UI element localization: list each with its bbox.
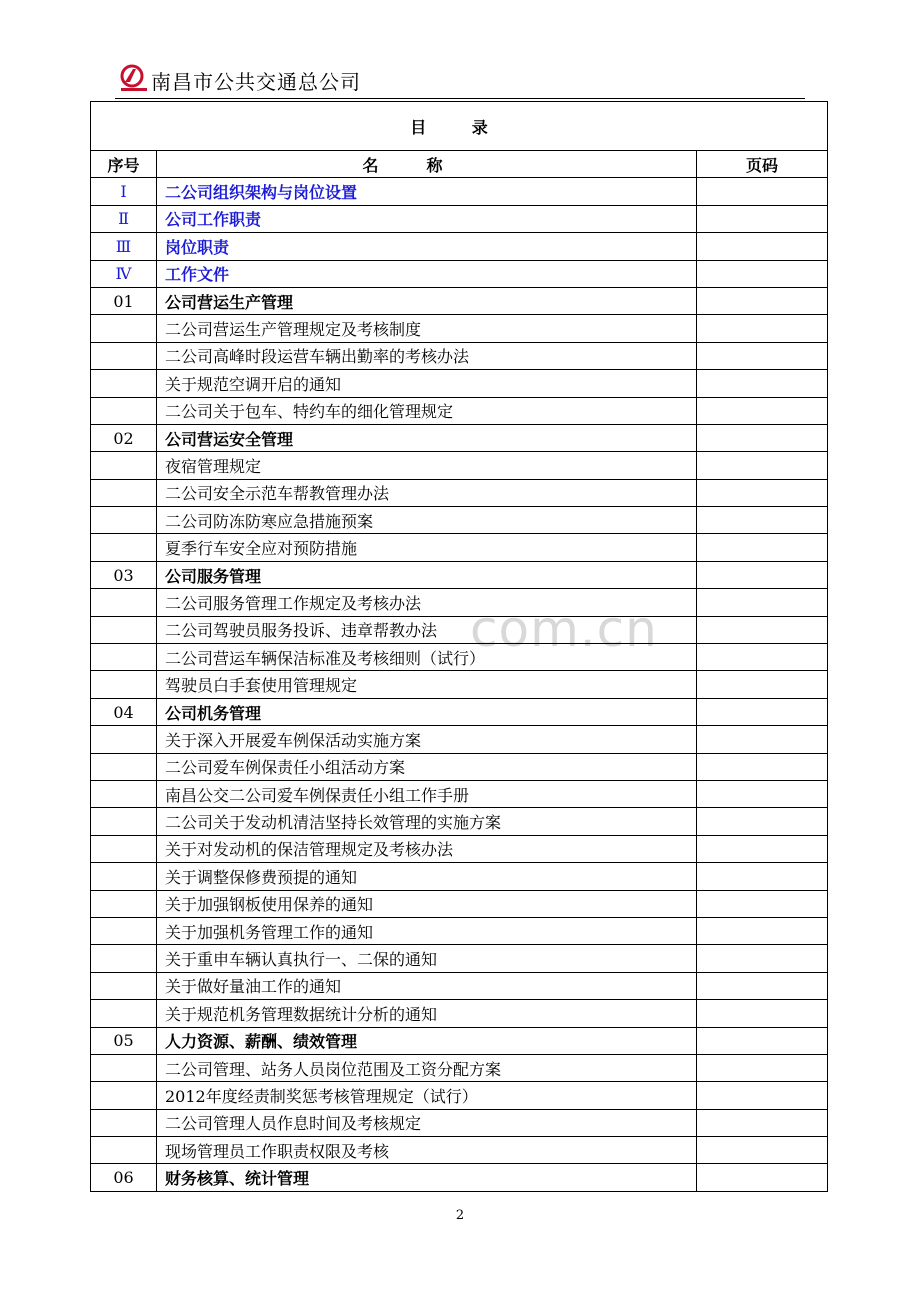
- toc-entry-name: 夏季行车安全应对预防措施: [157, 534, 697, 561]
- col-seq-header: 序号: [91, 151, 157, 178]
- toc-title-row: [91, 102, 828, 151]
- col-page-header: 页码: [697, 151, 828, 178]
- toc-seq: [91, 671, 157, 698]
- toc-item-row: [91, 808, 828, 835]
- toc-entry-name: 公司机务管理: [157, 698, 697, 725]
- toc-title: 目 录: [91, 102, 828, 151]
- toc-entry-name: 二公司爱车例保责任小组活动方案: [157, 753, 697, 780]
- toc-section-row: [91, 698, 828, 725]
- toc-seq: [91, 315, 157, 342]
- toc-entry-name: 二公司安全示范车帮教管理办法: [157, 479, 697, 506]
- toc-section-row: [91, 424, 828, 451]
- toc-entry-name: 关于加强钢板使用保养的通知: [157, 890, 697, 917]
- toc-seq: [91, 589, 157, 616]
- toc-page: [697, 835, 828, 862]
- toc-item-row: [91, 616, 828, 643]
- toc-entry-name: 公司营运生产管理: [157, 287, 697, 314]
- toc-seq: [91, 1054, 157, 1081]
- toc-page: [697, 616, 828, 643]
- toc-item-row: [91, 370, 828, 397]
- toc-page: [697, 1164, 828, 1191]
- toc-item-row: [91, 397, 828, 424]
- toc-seq: [91, 370, 157, 397]
- toc-entry-name: 人力资源、薪酬、绩效管理: [157, 1027, 697, 1054]
- toc-page: [697, 1137, 828, 1164]
- toc-entry-name: 夜宿管理规定: [157, 452, 697, 479]
- toc-seq: [91, 835, 157, 862]
- toc-item-row: [91, 945, 828, 972]
- toc-page: [697, 671, 828, 698]
- toc-item-row: [91, 972, 828, 999]
- toc-page: [697, 287, 828, 314]
- toc-entry-name: 二公司防冻防寒应急措施预案: [157, 507, 697, 534]
- toc-entry-name: 关于调整保修费预提的通知: [157, 863, 697, 890]
- toc-part-row: [91, 205, 828, 232]
- toc-seq: [91, 808, 157, 835]
- toc-item-row: [91, 507, 828, 534]
- toc-item-row: [91, 644, 828, 671]
- toc-entry-name: 关于对发动机的保洁管理规定及考核办法: [157, 835, 697, 862]
- toc-seq: [91, 616, 157, 643]
- toc-seq: [91, 534, 157, 561]
- toc-seq: 04: [91, 698, 157, 725]
- toc-seq: [91, 479, 157, 506]
- toc-header-row: [91, 151, 828, 178]
- company-logo-icon: [119, 64, 149, 94]
- toc-page: [697, 863, 828, 890]
- toc-page: [697, 561, 828, 588]
- toc-seq: [91, 452, 157, 479]
- toc-entry-name: 关于做好量油工作的通知: [157, 972, 697, 999]
- toc-item-row: [91, 726, 828, 753]
- toc-seq: 06: [91, 1164, 157, 1191]
- toc-page: [697, 424, 828, 451]
- toc-entry-name: 南昌公交二公司爱车例保责任小组工作手册: [157, 780, 697, 807]
- toc-page: [697, 178, 828, 205]
- toc-seq: [91, 644, 157, 671]
- toc-page: [697, 452, 828, 479]
- toc-page: [697, 972, 828, 999]
- toc-section-row: [91, 561, 828, 588]
- toc-seq: [91, 780, 157, 807]
- toc-item-row: [91, 890, 828, 917]
- toc-seq: [91, 397, 157, 424]
- toc-item-row: [91, 917, 828, 944]
- toc-page: [697, 233, 828, 260]
- toc-item-row: [91, 479, 828, 506]
- toc-seq: 02: [91, 424, 157, 451]
- toc-seq: [91, 1137, 157, 1164]
- toc-seq: [91, 890, 157, 917]
- toc-page: [697, 507, 828, 534]
- toc-entry-name: 关于规范机务管理数据统计分析的通知: [157, 1000, 697, 1027]
- toc-page: [697, 698, 828, 725]
- toc-item-row: [91, 835, 828, 862]
- toc-item-row: [91, 1000, 828, 1027]
- toc-page: [697, 753, 828, 780]
- toc-item-row: [91, 589, 828, 616]
- toc-entry-name: 工作文件: [157, 260, 697, 287]
- toc-page: [697, 342, 828, 369]
- toc-seq: [91, 945, 157, 972]
- toc-entry-name: 公司工作职责: [157, 205, 697, 232]
- toc-item-row: [91, 1109, 828, 1136]
- toc-entry-name: 二公司组织架构与岗位设置: [157, 178, 697, 205]
- toc-page: [697, 397, 828, 424]
- toc-entry-name: 关于深入开展爱车例保活动实施方案: [157, 726, 697, 753]
- toc-entry-name: 二公司管理、站务人员岗位范围及工资分配方案: [157, 1054, 697, 1081]
- page-header: [115, 62, 805, 99]
- toc-item-row: [91, 1054, 828, 1081]
- toc-page: [697, 1000, 828, 1027]
- toc-entry-name: 二公司营运生产管理规定及考核制度: [157, 315, 697, 342]
- page-number: 2: [455, 1208, 465, 1223]
- toc-entry-name: 驾驶员白手套使用管理规定: [157, 671, 697, 698]
- toc-entry-name: 二公司驾驶员服务投诉、违章帮教办法: [157, 616, 697, 643]
- toc-item-row: [91, 1137, 828, 1164]
- toc-entry-name: 二公司服务管理工作规定及考核办法: [157, 589, 697, 616]
- toc-page: [697, 1027, 828, 1054]
- toc-entry-name: 公司服务管理: [157, 561, 697, 588]
- toc-seq: [91, 1000, 157, 1027]
- toc-page: [697, 917, 828, 944]
- watermark: com.cn: [470, 600, 658, 658]
- toc-entry-name: 关于规范空调开启的通知: [157, 370, 697, 397]
- toc-page: [697, 644, 828, 671]
- toc-entry-name: 关于重申车辆认真执行一、二保的通知: [157, 945, 697, 972]
- toc-seq: Ⅲ: [91, 233, 157, 260]
- toc-seq: [91, 1109, 157, 1136]
- toc-seq: [91, 1082, 157, 1109]
- toc-part-row: [91, 260, 828, 287]
- toc-entry-name: 2012年度经责制奖惩考核管理规定（试行）: [157, 1082, 697, 1109]
- toc-page: [697, 205, 828, 232]
- toc-section-row: [91, 1027, 828, 1054]
- toc-part-row: [91, 178, 828, 205]
- toc-seq: [91, 342, 157, 369]
- toc-entry-name: 二公司高峰时段运营车辆出勤率的考核办法: [157, 342, 697, 369]
- toc-seq: Ⅳ: [91, 260, 157, 287]
- toc-entry-name: 关于加强机务管理工作的通知: [157, 917, 697, 944]
- toc-entry-name: 二公司营运车辆保洁标准及考核细则（试行）: [157, 644, 697, 671]
- toc-seq: [91, 972, 157, 999]
- toc-item-row: [91, 671, 828, 698]
- toc-page: [697, 1054, 828, 1081]
- toc-item-row: [91, 863, 828, 890]
- toc-item-row: [91, 315, 828, 342]
- toc-part-row: [91, 233, 828, 260]
- toc-seq: [91, 507, 157, 534]
- toc-section-row: [91, 287, 828, 314]
- toc-seq: [91, 863, 157, 890]
- toc-item-row: [91, 452, 828, 479]
- toc-seq: 03: [91, 561, 157, 588]
- toc-item-row: [91, 780, 828, 807]
- toc-page: [697, 780, 828, 807]
- toc-seq: 01: [91, 287, 157, 314]
- toc-page: [697, 890, 828, 917]
- toc-page: [697, 808, 828, 835]
- toc-item-row: [91, 342, 828, 369]
- toc-page: [697, 1109, 828, 1136]
- toc-entry-name: 二公司关于包车、特约车的细化管理规定: [157, 397, 697, 424]
- toc-entry-name: 财务核算、统计管理: [157, 1164, 697, 1191]
- toc-seq: [91, 753, 157, 780]
- toc-page: [697, 260, 828, 287]
- toc-page: [697, 945, 828, 972]
- toc-page: [697, 1082, 828, 1109]
- toc-seq: 05: [91, 1027, 157, 1054]
- toc-page: [697, 479, 828, 506]
- toc-seq: Ⅱ: [91, 205, 157, 232]
- toc-seq: [91, 726, 157, 753]
- toc-page: [697, 726, 828, 753]
- toc-seq: Ⅰ: [91, 178, 157, 205]
- toc-entry-name: 二公司关于发动机清洁坚持长效管理的实施方案: [157, 808, 697, 835]
- toc-page: [697, 534, 828, 561]
- toc-table: [90, 101, 828, 1192]
- toc-page: [697, 589, 828, 616]
- toc-page: [697, 315, 828, 342]
- toc-section-row: [91, 1164, 828, 1191]
- toc-entry-name: 岗位职责: [157, 233, 697, 260]
- toc-page: [697, 370, 828, 397]
- toc-item-row: [91, 753, 828, 780]
- toc-entry-name: 公司营运安全管理: [157, 424, 697, 451]
- toc-item-row: [91, 1082, 828, 1109]
- toc-entry-name: 二公司管理人员作息时间及考核规定: [157, 1109, 697, 1136]
- company-name: 南昌市公共交通总公司: [151, 70, 361, 94]
- toc-entry-name: 现场管理员工作职责权限及考核: [157, 1137, 697, 1164]
- col-name-header: 名称: [157, 151, 697, 178]
- toc-seq: [91, 917, 157, 944]
- toc-item-row: [91, 534, 828, 561]
